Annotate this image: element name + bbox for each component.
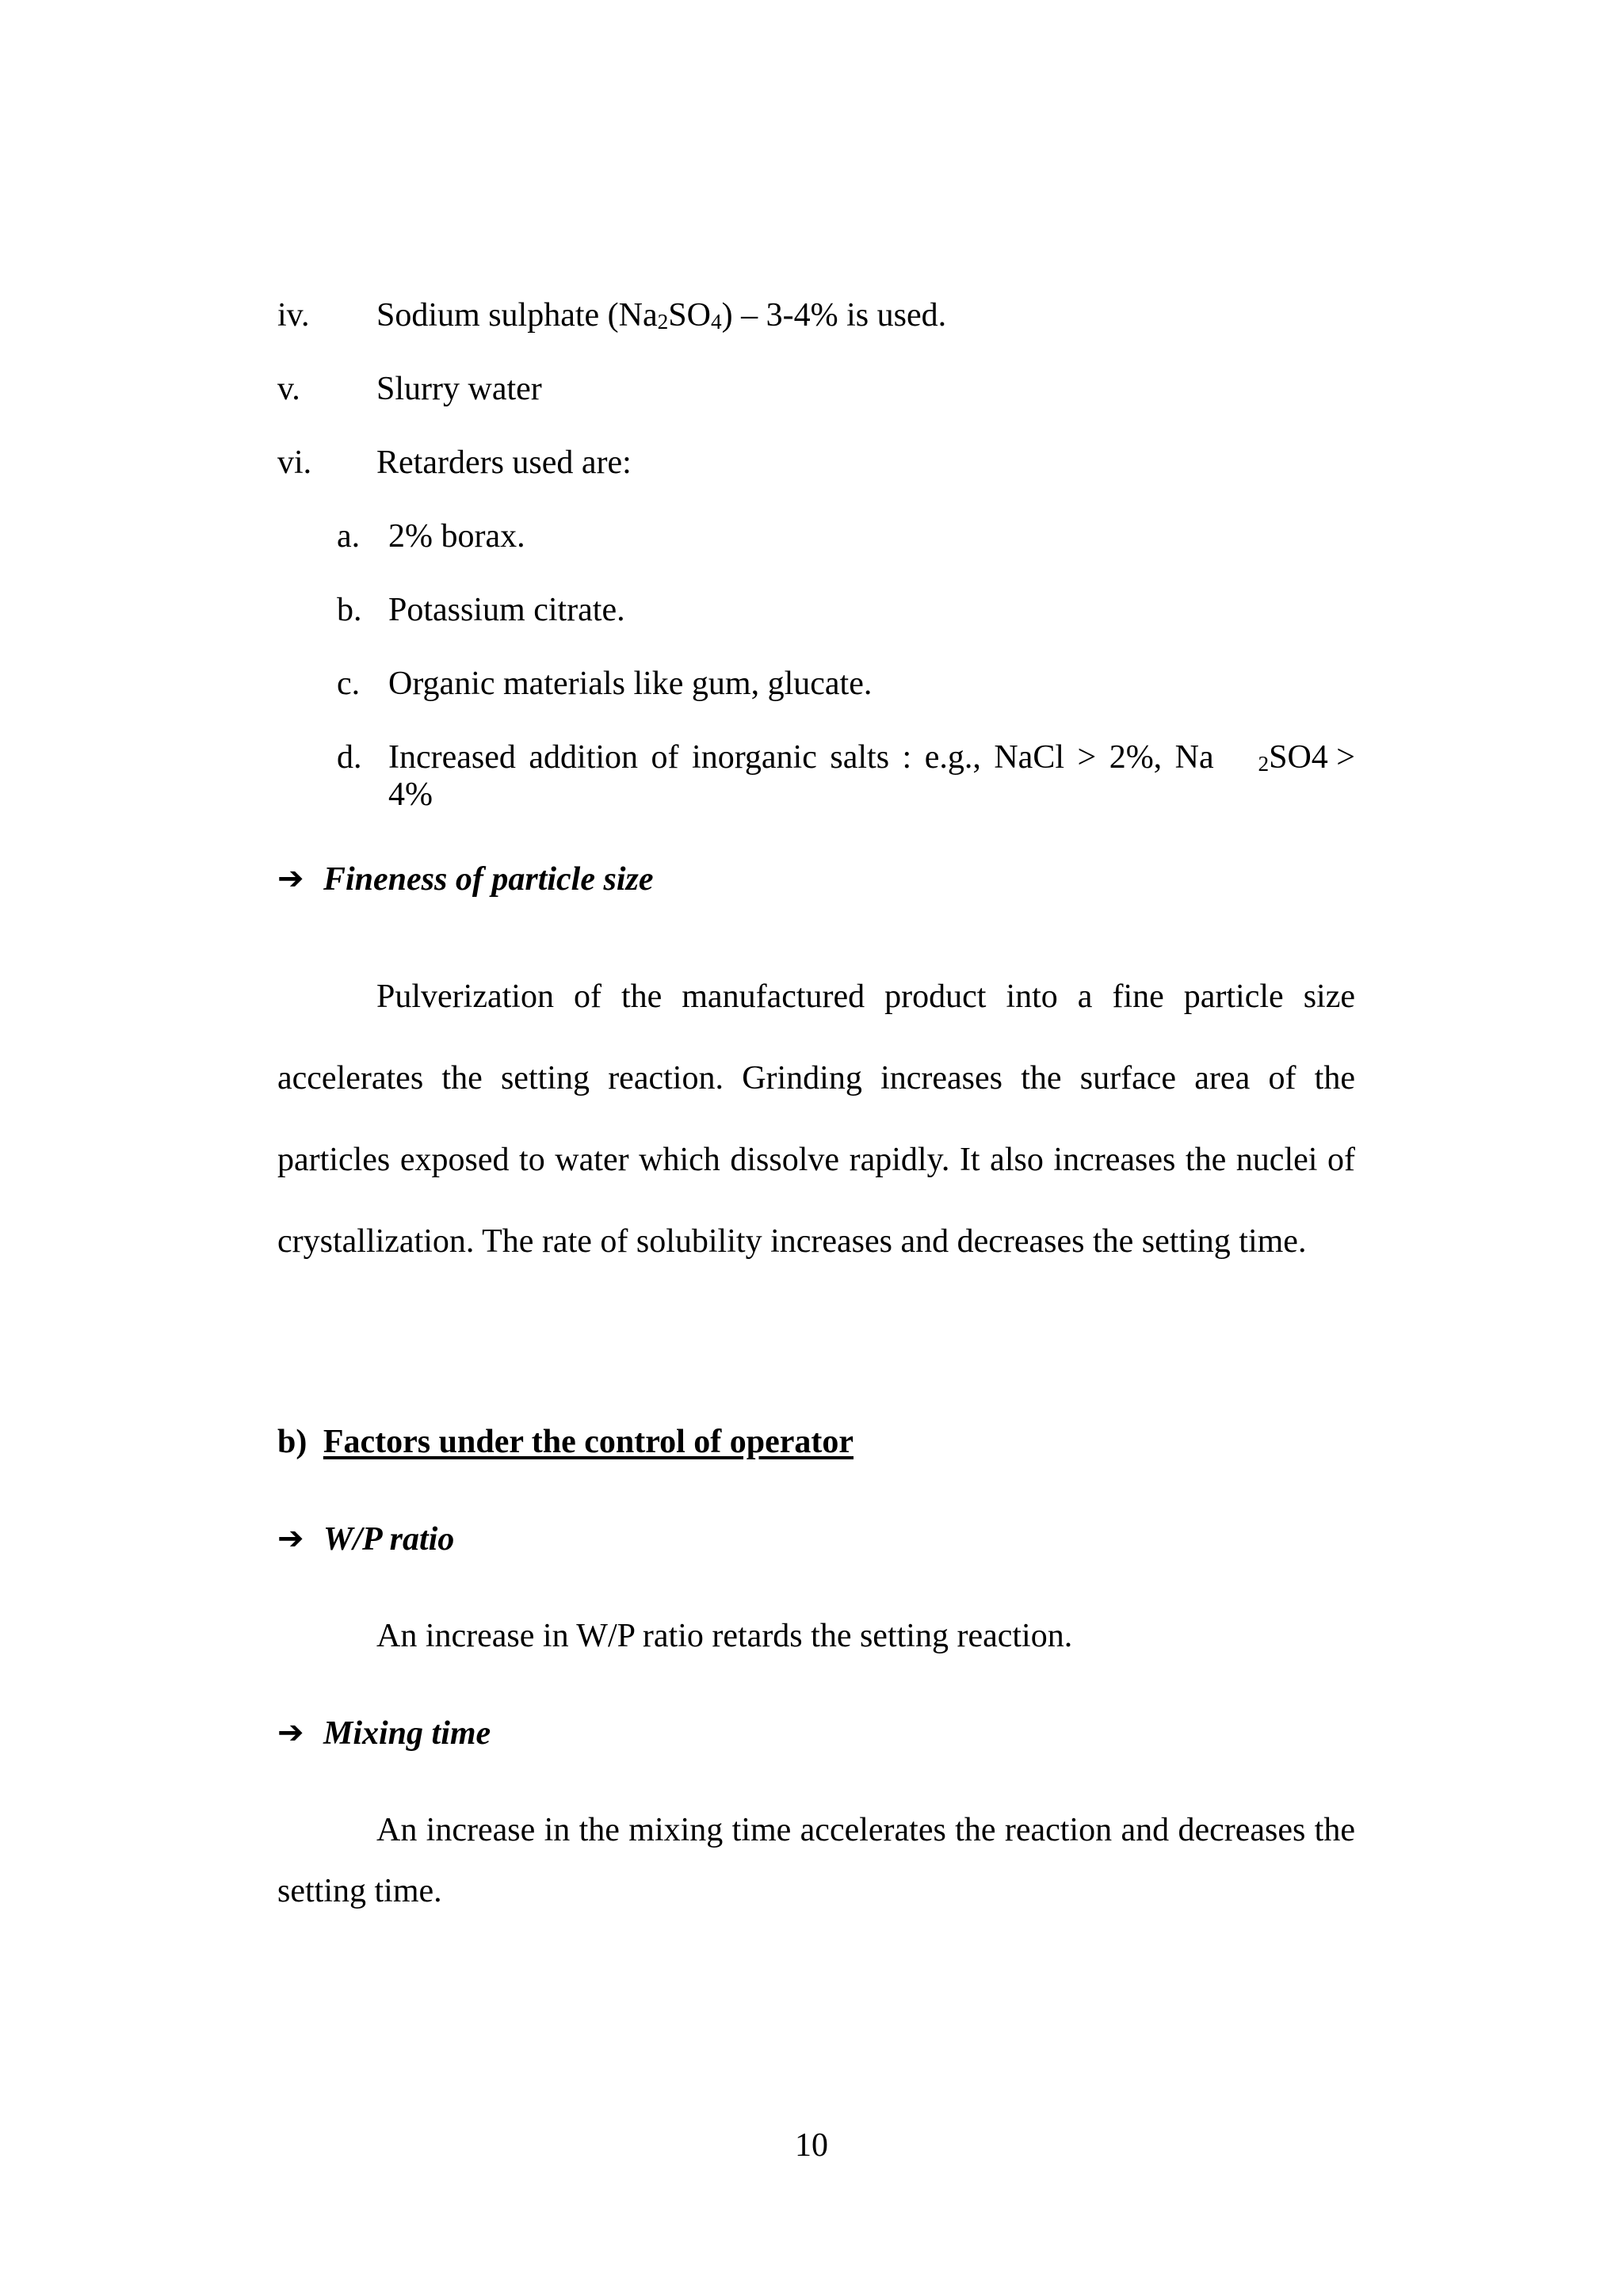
list-item-line-2: 4%	[388, 776, 433, 814]
list-item-line-1: Increased addition of inorganic salts : e.g., NaCl > 2%, Na $_2$SO4 >	[388, 739, 1355, 776]
list-item-text: Retarders used are:	[376, 444, 632, 481]
page-number: 10	[795, 2127, 828, 2164]
list-item-text: Slurry water	[376, 371, 542, 407]
list-letter: a.	[337, 518, 361, 555]
arrow-right-icon: ➔	[277, 860, 304, 897]
list-item-text: Sodium sulphate $(Na_2SO_4) - 3-4\%$ is used.	[376, 297, 947, 334]
list-number: iv.	[277, 297, 310, 334]
subheading-fineness: Fineness of particle size	[323, 861, 654, 898]
list-item-text: Potassium citrate.	[388, 592, 625, 628]
list-item-text: Organic materials like gum, glucate.	[388, 666, 873, 702]
list-letter: b.	[337, 592, 362, 628]
list-letter: c.	[337, 666, 361, 702]
list-number: vi.	[277, 444, 312, 481]
list-letter: d.	[337, 739, 362, 776]
paragraph-fineness: Pulverization of the manufactured product into a fine particle size accelerates the setting reaction. Grinding increases the surface area of the particles exposed to water which dissolve rapidly. It also increases the nuclei of crystallization. The rate of solubility increases and decreases the setting time.	[277, 978, 1355, 1260]
subheading-wp-ratio: W/P ratio	[323, 1521, 455, 1558]
section-title: Factors under the control of operator	[323, 1424, 854, 1460]
arrow-right-icon: ➔	[277, 1520, 304, 1557]
paragraph-mixing-time: An increase in the mixing time accelerates the reaction and decreases the setting time.	[277, 1812, 1355, 1909]
list-number: v.	[277, 371, 300, 407]
section-heading-b	[277, 1422, 854, 1462]
list-item-text: 2% borax.	[388, 518, 525, 555]
paragraph-wp-ratio: An increase in W/P ratio retards the setting reaction.	[376, 1618, 1073, 1654]
arrow-right-icon: ➔	[277, 1714, 304, 1751]
section-label: b)	[277, 1424, 307, 1460]
list-item-text	[388, 738, 1355, 815]
subheading-mixing-time: Mixing time	[323, 1715, 491, 1752]
